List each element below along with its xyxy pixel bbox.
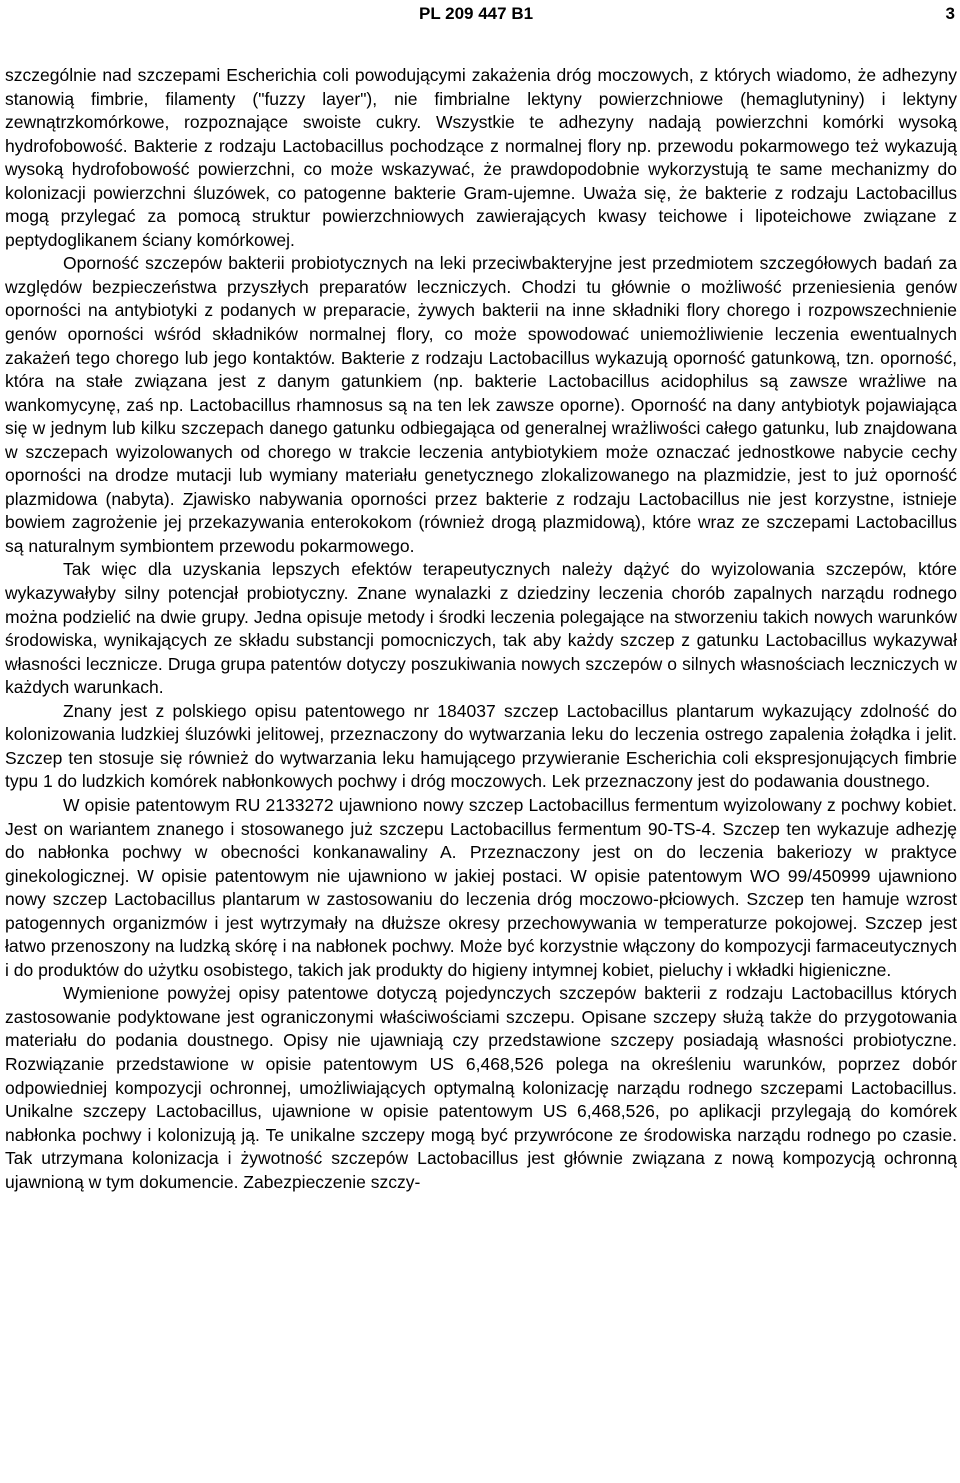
- page-number: 3: [945, 4, 955, 23]
- paragraph-patent-us-6468526: Wymienione powyżej opisy patentowe dotyczą pojedynczych szczepów bakterii z rodzaju Lactobacillus których zastosowanie podyktowane jest ograniczonymi właściwościami szczepu. Opisane szczepy służą także do przygotowania materiału do podania doustnego. Opisy nie ujawniają czy przedstawione szczepy posiadają własności probiotyczne. Rozwiązanie przedstawione w opisie patentowym US 6,468,526 polega na określeniu warunków, poprzez dobór odpowiedniej kompozycji ochronnej, umożliwiających optymalną kolonizację narządu rodnego szczepami Lactobacillus. Unikalne szczepy Lactobacillus, ujawnione w opisie patentowym US 6,468,526, po aplikacji przylegają do komórek nabłonka pochwy i kolonizują ją. Te unikalne szczepy mogą być przywrócone ze środowiska narządu rodnego po czasie. Tak utrzymana kolonizacja i żywotność szczepów Lactobacillus jest głównie związana z nową kompozycją ochronną ujawnioną w tym dokumencie. Zabezpieczenie szczy-: [5, 983, 957, 1192]
- paragraph-patent-ru-2133272: W opisie patentowym RU 2133272 ujawniono nowy szczep Lactobacillus fermentum wyizolowany z pochwy kobiet. Jest on wariantem znanego i stosowanego już szczepu Lactobacillus fermentum 90-TS-4. Szczep ten wykazuje adhezję do nabłonka pochwy w obecności konkanawaliny A. Przeznaczony jest on do leczenia bakeriozy w praktyce ginekologicznej. W opisie patentowym nie ujawniono w jakiej postaci. W opisie patentowym WO 99/450999 ujawniono nowy szczep Lactobacillus plantarum w zastosowaniu do leczenia dróg moczowo-płciowych. Szczep ten hamuje wzrost patogennych organizmów i jest wytrzymały na dłuższe okresy przechowywania w temperaturze pokojowej. Szczep jest łatwo przenoszony na ludzką skórę i na nabłonek pochwy. Może być korzystnie włączony do kompozycji farmaceutycznych i do produktów do użytku osobistego, takich jak produkty do higieny intymnej kobiet, pieluchy i wkładki higieniczne.: [5, 794, 957, 980]
- page-header: [0, 4, 960, 28]
- paragraph-therapeutic-effects: Tak więc dla uzyskania lepszych efektów terapeutycznych należy dążyć do wyizolowania szczepów, które wykazywałyby silny potencjał probiotyczny. Znane wynalazki z dziedziny leczenia chorób zapalnych narządu rodnego można podzielić na dwie grupy. Jedna opisuje metody i środki leczenia polegające na stworzeniu takich nowych warunków środowiska, wynikających ze składu substancji pomocniczych, tak aby każdy szczep z gatunku Lactobacillus wykazywał własności lecznicze. Druga grupa patentów dotyczy poszukiwania nowych szczepów o silnych własnościach leczniczych w każdych warunkach.: [5, 559, 957, 698]
- paragraph-antibiotic-resistance: Oporność szczepów bakterii probiotycznych na leki przeciwbakteryjne jest przedmiotem szczegółowych badań za względów bezpieczeństwa przyszłych preparatów leczniczych. Chodzi tu głównie o możliwość przeniesienia genów oporności na antybiotyki z podanych w preparacie, żywych bakterii na inne składniki flory chorego i rozpowszechnienie genów oporności wśród składników normalnej flory, co może spowodować uniemożliwienie leczenia ewentualnych zakażeń tego chorego lub jego kontaktów. Bakterie z rodzaju Lactobacillus wykazują oporność gatunkową, tzn. oporność, która na stałe związana jest z danym gatunkiem (np. bakterie Lactobacillus acidophilus są zawsze wrażliwe na wankomycynę, zaś np. Lactobacillus rhamnosus są na ten lek zawsze oporne). Oporność na dany antybiotyk pojawiająca się w jednym lub kilku szczepach danego gatunku odbiegająca od generalnej wrażliwości całego gatunku, lub znajdowana w szczepach wyizolowanych od chorego w trakcie leczenia antybiotykiem może oznaczać jednostkowe nabycie cechy oporności na drodze mutacji lub wymiany materiału genetycznego zlokalizowanego na plazmidzie, jest to już oporność plazmidowa (nabyta). Zjawisko nabywania oporności przez bakterie z rodzaju Lactobacillus nie jest korzystne, istnieje bowiem zagrożenie jej przekazywania enterokokom (również drogą plazmidową), które wraz ze szczepami Lactobacillus są naturalnym symbiontem przewodu pokarmowego.: [5, 253, 957, 556]
- paragraph-adhesins: szczególnie nad szczepami Escherichia coli powodującymi zakażenia dróg moczowych, z których wiadomo, że adhezyny stanowią fimbrie, filamenty ("fuzzy layer"), nie fimbrialne lektyny powierzchniowe (hemaglutyniny) i lektyny zewnątrzkomórkowe, rozpoznające swoiste cukry. Wszystkie te adhezyny nadają powierzchni komórki wysoką hydrofobowość. Bakterie z rodzaju Lactobacillus pochodzące z normalnej flory np. przewodu pokarmowego też wykazują wysoką hydrofobowość powierzchni, co może wskazywać, że prawdopodobnie wykorzystują te same mechanizmy do kolonizacji powierzchni śluzówek, co patogenne bakterie Gram-ujemne. Uważa się, że bakterie z rodzaju Lactobacillus mogą przylegać za pomocą struktur powierzchniowych zawierających kwasy teichowe i lipoteichowe związane z peptydoglikanem ściany komórkowej.: [5, 65, 957, 250]
- document-body: [5, 64, 957, 1194]
- paragraph-patent-184037: Znany jest z polskiego opisu patentowego nr 184037 szczep Lactobacillus plantarum wykazujący zdolność do kolonizowania ludzkiej śluzówki jelitowej, przeznaczony do wytwarzania leku do leczenia ostrego zapalenia żołądka i jelit. Szczep ten stosuje się również do wytwarzania leku hamującego przywieranie Escherichia coli ekspresjonujących fimbrie typu 1 do ludzkich komórek nabłonkowych pochwy i dróg moczowych. Lek przeznaczony jest do podawania doustnego.: [5, 700, 957, 792]
- patent-number: PL 209 447 B1: [419, 4, 534, 23]
